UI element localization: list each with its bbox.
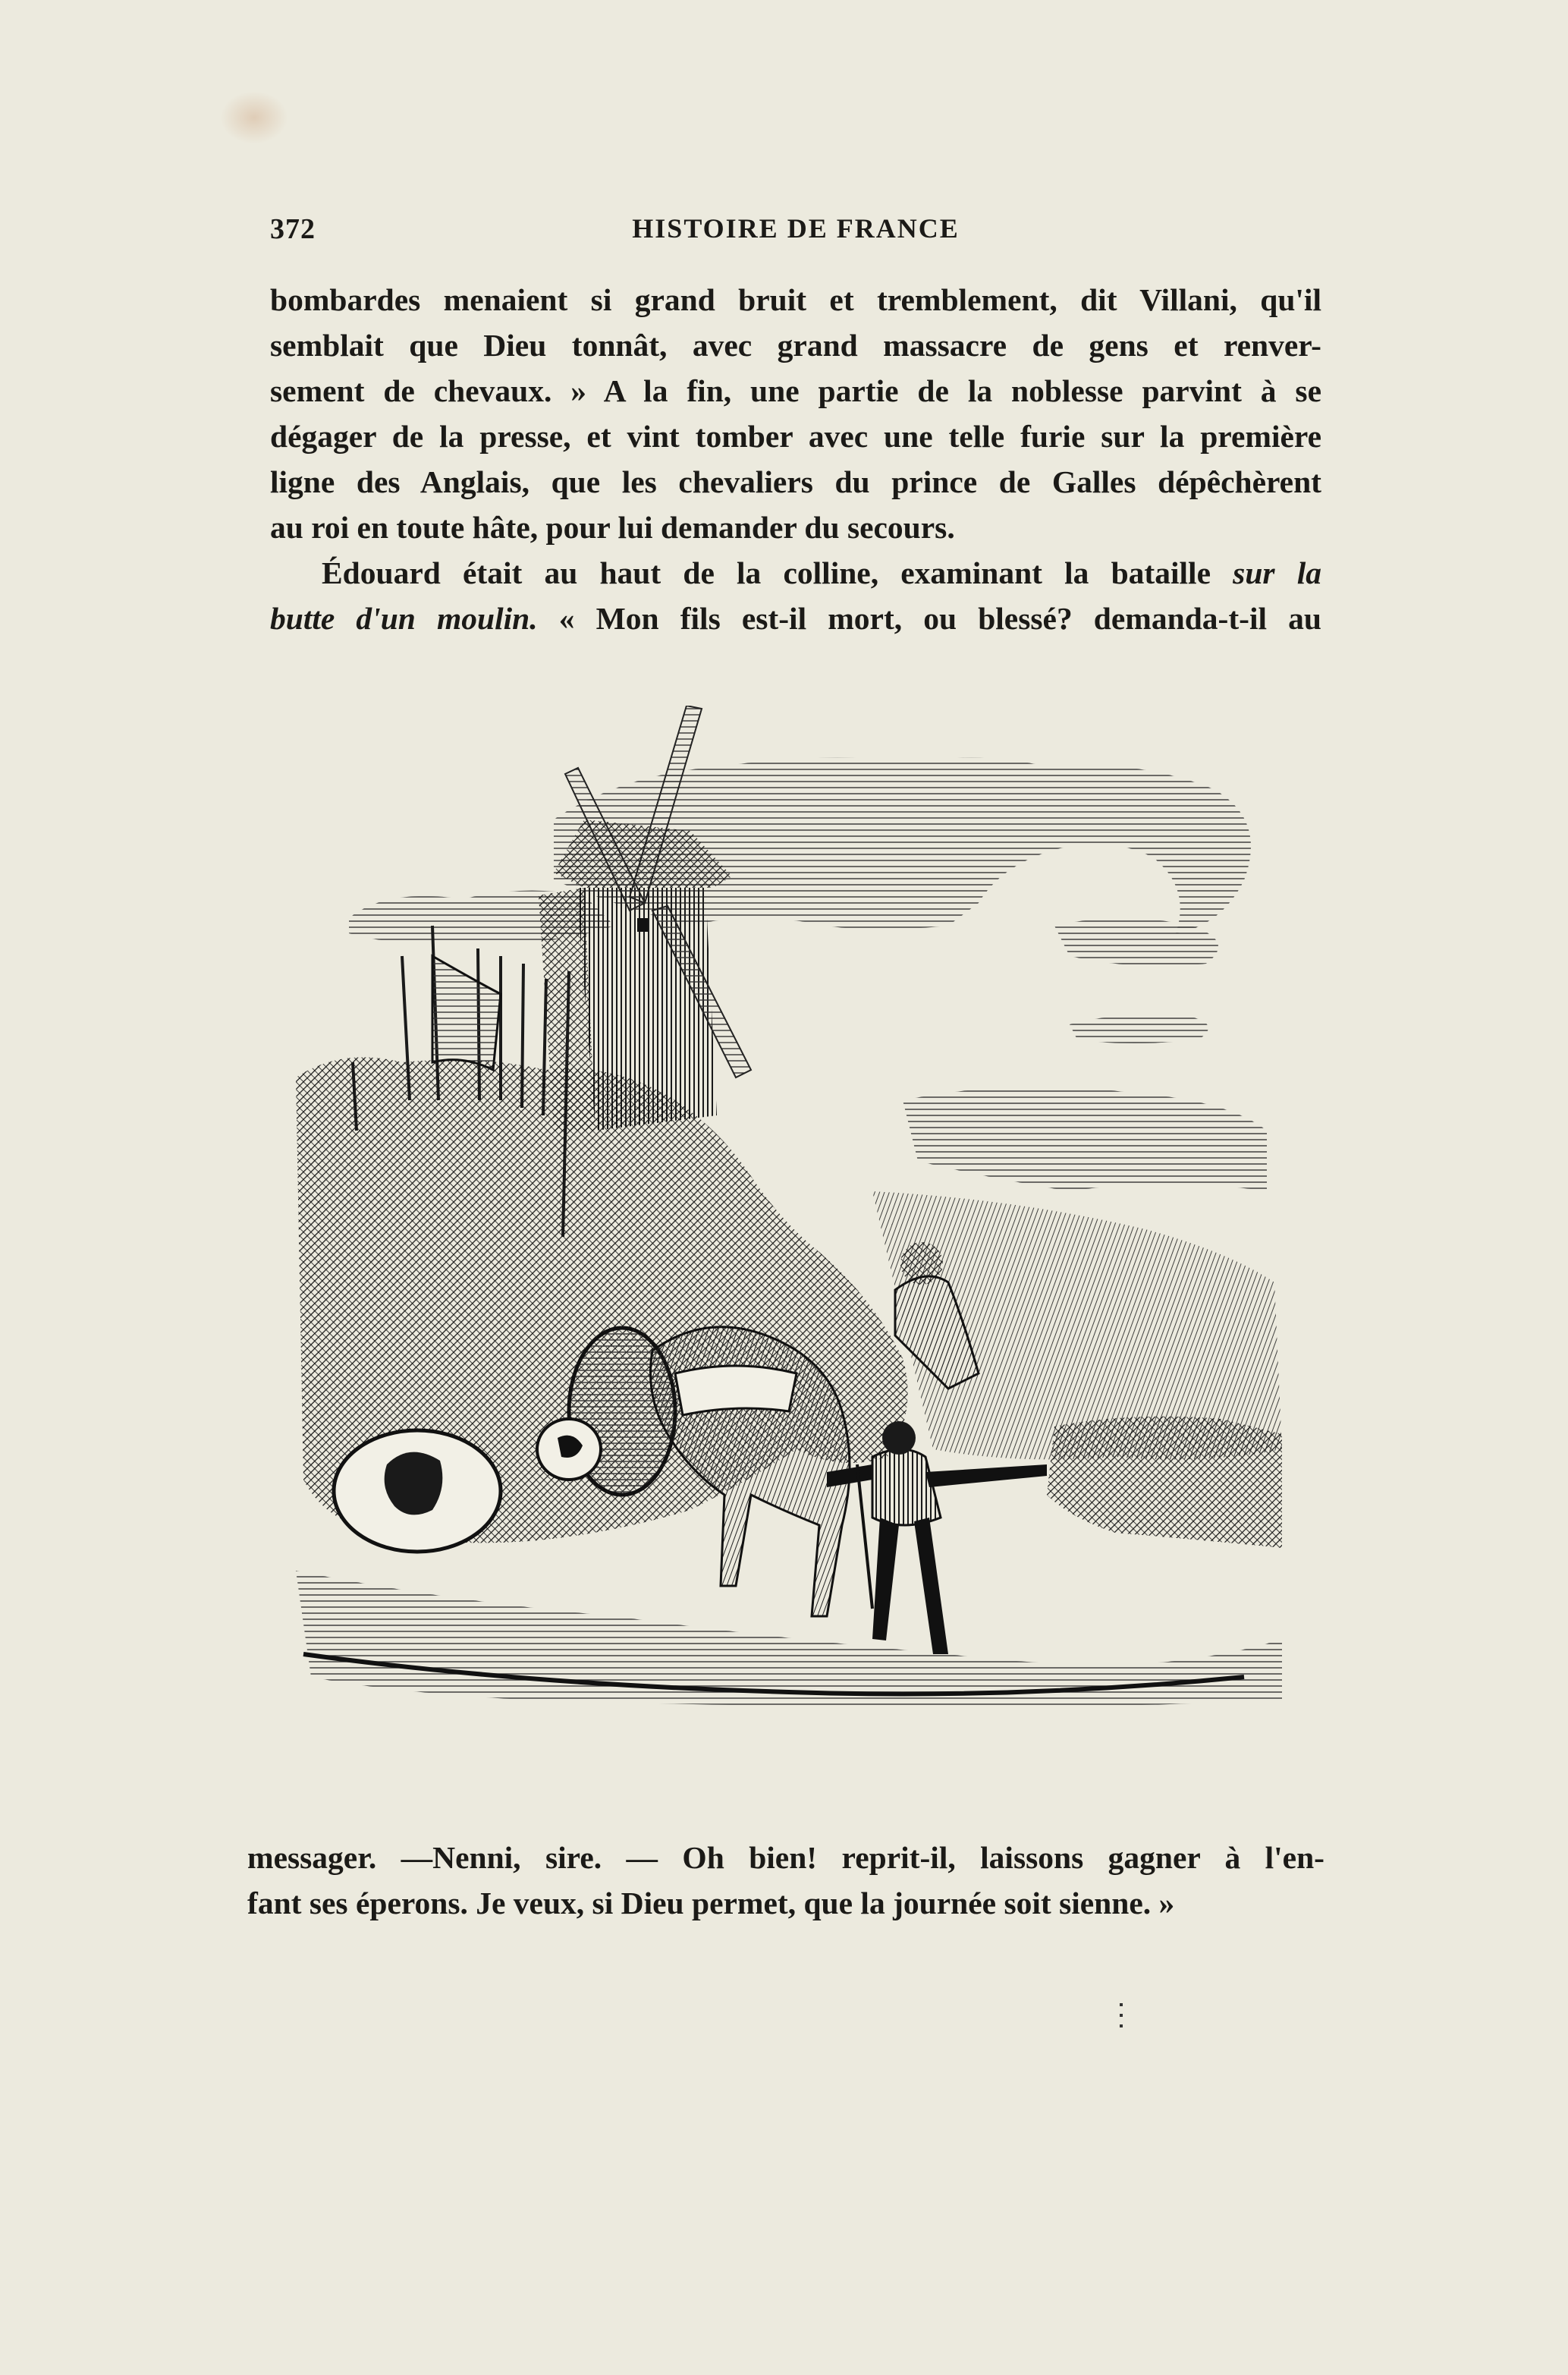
italic-run: sur la (1233, 555, 1321, 590)
distant-army (1047, 1417, 1282, 1548)
text-line: fant ses éperons. Je veux, si Dieu permet, que la journée soit sienne. » (247, 1886, 1175, 1920)
text-run: Édouard était au haut de la colline, examinant la bataille (322, 555, 1233, 590)
running-title: HISTOIRE DE FRANCE (632, 213, 960, 244)
text-line: bombardes menaient si grand bruit et tremblement, dit Villani, qu'il (270, 282, 1321, 317)
italic-run: butte d'un moulin. (270, 601, 538, 636)
page-header (270, 212, 1321, 250)
paper-stain (220, 91, 288, 144)
cloud (903, 1087, 1267, 1191)
text-line: sement de chevaux. » A la fin, une partie de la noblesse parvint à se (270, 373, 1321, 408)
text-line: ligne des Anglais, que les chevaliers du prince de Galles dépêchèrent (270, 464, 1321, 499)
text-line (270, 596, 1321, 641)
printer-mark (1120, 2003, 1123, 2029)
page-number: 372 (270, 213, 316, 245)
banner (432, 956, 501, 1070)
text-block-top (270, 277, 1321, 641)
cloud (1070, 1014, 1208, 1043)
engraving-illustration (296, 706, 1305, 1776)
text-line: dégager de la presse, et vint tomber avec une telle furie sur la première (270, 419, 1321, 454)
text-line (270, 550, 1321, 596)
text-line: au roi en toute hâte, pour lui demander du secours. (270, 510, 955, 545)
text-block-bottom (247, 1835, 1324, 1926)
text-line: messager. —Nenni, sire. — Oh bien! reprit-il, laissons gagner à l'en- (247, 1840, 1324, 1875)
text-line: semblait que Dieu tonnât, avec grand massacre de gens et renver- (270, 328, 1321, 363)
horse-caparison (675, 1366, 797, 1415)
text-run: « Mon fils est-il mort, ou blessé? demanda-t-il au (537, 601, 1321, 636)
